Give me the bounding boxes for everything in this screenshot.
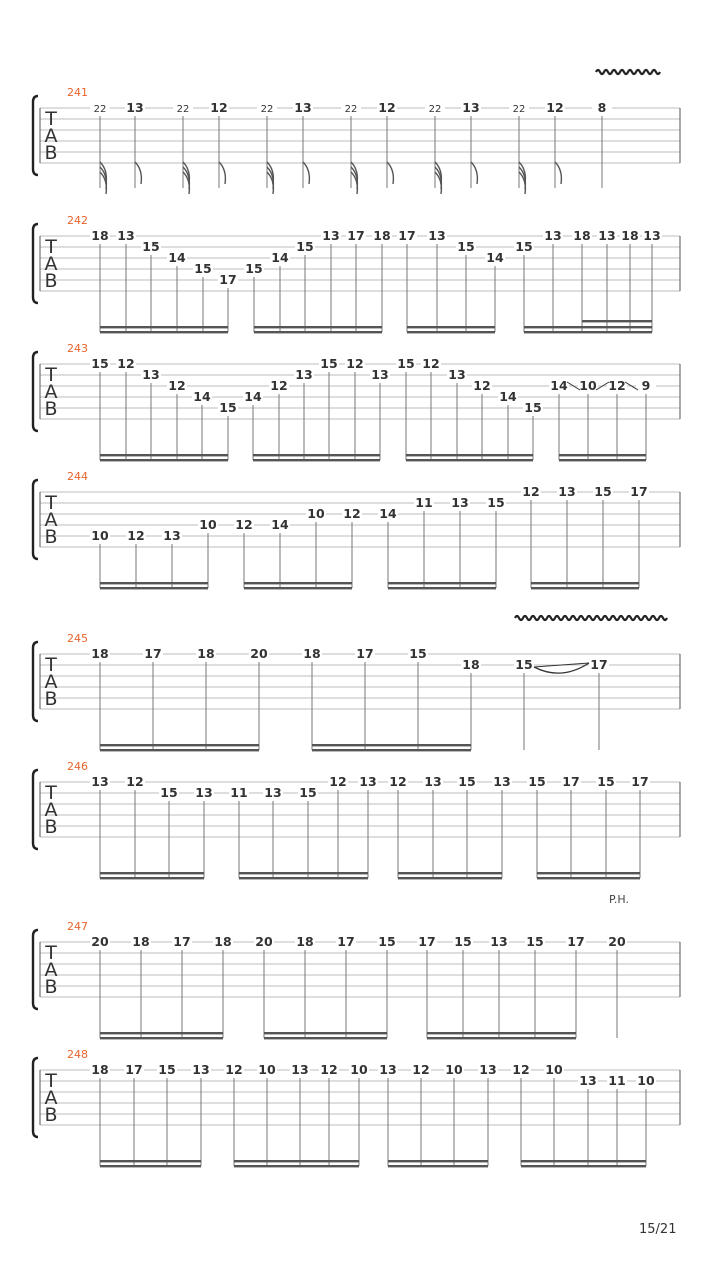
fret-number: 12 (512, 1062, 530, 1077)
fret-number: 18 (91, 1062, 109, 1077)
fret-number: 14 (550, 378, 568, 393)
fret-number: 10 (199, 517, 217, 532)
beam (388, 1160, 488, 1162)
fret-number: 15 (458, 774, 476, 789)
fret-number: 18 (91, 228, 109, 243)
fret-number: 12 (473, 378, 491, 393)
fret-number: 15 (524, 400, 542, 415)
fret-number: 10 (307, 506, 325, 521)
fret-number: 13 (428, 228, 446, 243)
fret-number: 15 (142, 239, 160, 254)
fret-number: 17 (173, 934, 191, 949)
beam (239, 877, 368, 879)
fret-number: 15 (597, 774, 615, 789)
fret-number: 13 (291, 1062, 309, 1077)
beam (264, 1032, 387, 1034)
beam (559, 459, 646, 461)
fret-number: 18 (303, 646, 321, 661)
fret-number: 18 (462, 657, 480, 672)
fret-number: 12 (320, 1062, 338, 1077)
fret-number: 12 (422, 356, 440, 371)
tab-clef-letter: T (45, 1070, 57, 1092)
fret-number: 13 (295, 367, 313, 382)
beam (100, 326, 228, 328)
fret-number: 17 (219, 272, 237, 287)
fret-number: 15 (378, 934, 396, 949)
grace-fret-number: 22 (260, 104, 274, 115)
fret-number: 15 (454, 934, 472, 949)
fret-number: 14 (244, 389, 262, 404)
fret-number: 13 (359, 774, 377, 789)
fret-number: 14 (486, 250, 504, 265)
fret-number: 15 (91, 356, 109, 371)
vibrato-mark (596, 70, 660, 74)
fret-number: 15 (409, 646, 427, 661)
tab-clef-letter: B (44, 526, 58, 548)
fret-number: 13 (264, 785, 282, 800)
fret-number: 12 (343, 506, 361, 521)
beam (253, 454, 380, 456)
fret-number: 15 (299, 785, 317, 800)
fret-number: 11 (415, 495, 433, 510)
fret-number: 15 (245, 261, 263, 276)
fret-number: 17 (347, 228, 365, 243)
fret-number: 13 (448, 367, 466, 382)
beam (398, 877, 502, 879)
beam (388, 582, 496, 584)
beam (521, 1160, 646, 1162)
beam (427, 1032, 576, 1034)
system-bracket (33, 96, 38, 175)
fret-number: 15 (160, 785, 178, 800)
beam (100, 1032, 223, 1034)
fret-number: 20 (255, 934, 273, 949)
fret-number: 13 (294, 100, 312, 115)
beam (100, 749, 259, 751)
fret-number: 18 (197, 646, 215, 661)
beam (388, 1165, 488, 1167)
tab-clef-letter: A (44, 381, 58, 403)
fret-number: 15 (397, 356, 415, 371)
tab-clef-letter: T (45, 942, 57, 964)
tab-clef-letter: A (44, 125, 58, 147)
fret-number: 13 (322, 228, 340, 243)
beam (244, 587, 352, 589)
measure-number: 243 (67, 342, 88, 355)
fret-number: 12 (608, 378, 626, 393)
fret-number: 12 (235, 517, 253, 532)
tab-clef-letter: B (44, 976, 58, 998)
beam (100, 1037, 223, 1039)
tab-clef-letter: B (44, 270, 58, 292)
fret-number: 15 (158, 1062, 176, 1077)
measure-number: 248 (67, 1048, 88, 1061)
beam (100, 454, 228, 456)
fret-number: 17 (562, 774, 580, 789)
fret-number: 13 (479, 1062, 497, 1077)
fret-number: 17 (398, 228, 416, 243)
beam (312, 744, 471, 746)
fret-number: 18 (132, 934, 150, 949)
grace-fret-number: 22 (176, 104, 190, 115)
fret-number: 20 (91, 934, 109, 949)
palm-harmonic-annotation: P.H. (609, 893, 629, 906)
fret-number: 15 (194, 261, 212, 276)
tab-clef-letter: A (44, 253, 58, 275)
beam (100, 459, 228, 461)
grace-fret-number: 22 (93, 104, 107, 115)
beam (406, 454, 533, 456)
fret-number: 15 (526, 934, 544, 949)
beam (254, 326, 382, 328)
fret-number: 10 (258, 1062, 276, 1077)
page-number: 15/21 (639, 1222, 677, 1237)
beam (253, 459, 380, 461)
beam (244, 582, 352, 584)
fret-number: 11 (608, 1073, 626, 1088)
system-bracket (33, 224, 38, 303)
fret-number: 18 (373, 228, 391, 243)
beam (407, 331, 495, 333)
beam (100, 1165, 201, 1167)
fret-number: 12 (126, 774, 144, 789)
tab-clef-letter: B (44, 816, 58, 838)
fret-number: 12 (270, 378, 288, 393)
tab-clef-letter: T (45, 492, 57, 514)
tab-clef-letter: B (44, 398, 58, 420)
beam (100, 582, 208, 584)
beam (100, 587, 208, 589)
tab-clef-letter: T (45, 782, 57, 804)
tab-clef-letter: T (45, 364, 57, 386)
fret-number: 10 (545, 1062, 563, 1077)
fret-number: 13 (424, 774, 442, 789)
grace-fret-number: 22 (428, 104, 442, 115)
fret-number: 17 (144, 646, 162, 661)
beam (100, 331, 228, 333)
fret-number: 18 (91, 646, 109, 661)
fret-number: 13 (451, 495, 469, 510)
fret-number: 14 (379, 506, 397, 521)
fret-number: 15 (515, 239, 533, 254)
fret-number: 15 (457, 239, 475, 254)
note-flag (219, 162, 225, 184)
fret-number: 17 (631, 774, 649, 789)
fret-number: 12 (522, 484, 540, 499)
beam (100, 744, 259, 746)
beam (531, 587, 639, 589)
tab-clef-letter: B (44, 142, 58, 164)
fret-number: 13 (579, 1073, 597, 1088)
fret-number: 12 (210, 100, 228, 115)
fret-number: 12 (127, 528, 145, 543)
fret-number: 15 (594, 484, 612, 499)
beam (100, 877, 204, 879)
tab-clef-letter: A (44, 959, 58, 981)
tab-clef-letter: T (45, 236, 57, 258)
fret-number: 12 (389, 774, 407, 789)
beam (388, 587, 496, 589)
fret-number: 10 (91, 528, 109, 543)
fret-number: 13 (598, 228, 616, 243)
fret-number: 12 (117, 356, 135, 371)
note-flag (303, 162, 309, 184)
fret-number: 15 (528, 774, 546, 789)
fret-number: 12 (546, 100, 564, 115)
system-bracket (33, 642, 38, 721)
tab-clef-letter: B (44, 688, 58, 710)
measure-number: 242 (67, 214, 88, 227)
note-flag (555, 162, 561, 184)
fret-number: 13 (643, 228, 661, 243)
beam (407, 326, 495, 328)
grace-fret-number: 22 (512, 104, 526, 115)
tab-clef-letter: T (45, 654, 57, 676)
tab-clef-letter: A (44, 799, 58, 821)
fret-number: 12 (378, 100, 396, 115)
system-bracket (33, 930, 38, 1009)
fret-number: 18 (214, 934, 232, 949)
fret-number: 20 (250, 646, 268, 661)
beam (524, 326, 652, 328)
fret-number: 12 (346, 356, 364, 371)
fret-number: 17 (125, 1062, 143, 1077)
beam (100, 872, 204, 874)
system-bracket (33, 770, 38, 849)
fret-number: 14 (193, 389, 211, 404)
fret-number: 12 (168, 378, 186, 393)
fret-number: 15 (487, 495, 505, 510)
fret-number: 18 (621, 228, 639, 243)
fret-number: 13 (126, 100, 144, 115)
fret-number: 10 (350, 1062, 368, 1077)
fret-number: 12 (412, 1062, 430, 1077)
tab-clef-letter: B (44, 1104, 58, 1126)
measure-number: 247 (67, 920, 88, 933)
fret-number: 11 (230, 785, 248, 800)
system-bracket (33, 480, 38, 559)
beam (406, 459, 533, 461)
fret-number: 13 (91, 774, 109, 789)
measure-number: 245 (67, 632, 88, 645)
beam (537, 877, 640, 879)
beam (100, 1160, 201, 1162)
fret-number: 13 (142, 367, 160, 382)
beam (559, 454, 646, 456)
fret-number: 12 (225, 1062, 243, 1077)
fret-number: 13 (493, 774, 511, 789)
fret-number: 20 (608, 934, 626, 949)
fret-number: 13 (462, 100, 480, 115)
fret-number: 17 (630, 484, 648, 499)
fret-number: 13 (490, 934, 508, 949)
tab-clef-letter: A (44, 1087, 58, 1109)
beam (524, 331, 652, 333)
system-bracket (33, 1058, 38, 1137)
beam (234, 1160, 359, 1162)
measure-number: 246 (67, 760, 88, 773)
system-bracket (33, 352, 38, 431)
fret-number: 18 (573, 228, 591, 243)
beam (264, 1037, 387, 1039)
fret-number: 13 (544, 228, 562, 243)
fret-number: 14 (499, 389, 517, 404)
fret-number: 9 (641, 378, 651, 393)
beam (312, 749, 471, 751)
fret-number: 10 (445, 1062, 463, 1077)
vibrato-mark (515, 616, 667, 620)
fret-number: 17 (337, 934, 355, 949)
fret-number: 15 (320, 356, 338, 371)
grace-fret-number: 22 (344, 104, 358, 115)
fret-number: 15 (515, 657, 533, 672)
fret-number: 13 (379, 1062, 397, 1077)
fret-number: 18 (296, 934, 314, 949)
fret-number: 8 (597, 100, 607, 115)
beam (427, 1037, 576, 1039)
note-flag (135, 162, 141, 184)
fret-number: 17 (418, 934, 436, 949)
beam (234, 1165, 359, 1167)
tab-clef-letter: T (45, 108, 57, 130)
tab-clef-letter: A (44, 509, 58, 531)
beam (537, 872, 640, 874)
beam (398, 872, 502, 874)
beam-32nd (582, 320, 652, 322)
measure-number: 241 (67, 86, 88, 99)
fret-number: 14 (271, 517, 289, 532)
measure-number: 244 (67, 470, 88, 483)
beam (254, 331, 382, 333)
fret-number: 13 (195, 785, 213, 800)
fret-number: 15 (219, 400, 237, 415)
beam (521, 1165, 646, 1167)
note-flag (387, 162, 393, 184)
fret-number: 14 (168, 250, 186, 265)
fret-number: 13 (192, 1062, 210, 1077)
fret-number: 13 (163, 528, 181, 543)
fret-number: 13 (371, 367, 389, 382)
fret-number: 15 (296, 239, 314, 254)
fret-number: 13 (558, 484, 576, 499)
fret-number: 10 (637, 1073, 655, 1088)
fret-number: 17 (567, 934, 585, 949)
beam (239, 872, 368, 874)
fret-number: 17 (356, 646, 374, 661)
note-flag (471, 162, 477, 184)
tab-clef-letter: A (44, 671, 58, 693)
fret-number: 13 (117, 228, 135, 243)
fret-number: 14 (271, 250, 289, 265)
fret-number: 12 (329, 774, 347, 789)
fret-number: 10 (579, 378, 597, 393)
fret-number: 17 (590, 657, 608, 672)
beam (531, 582, 639, 584)
